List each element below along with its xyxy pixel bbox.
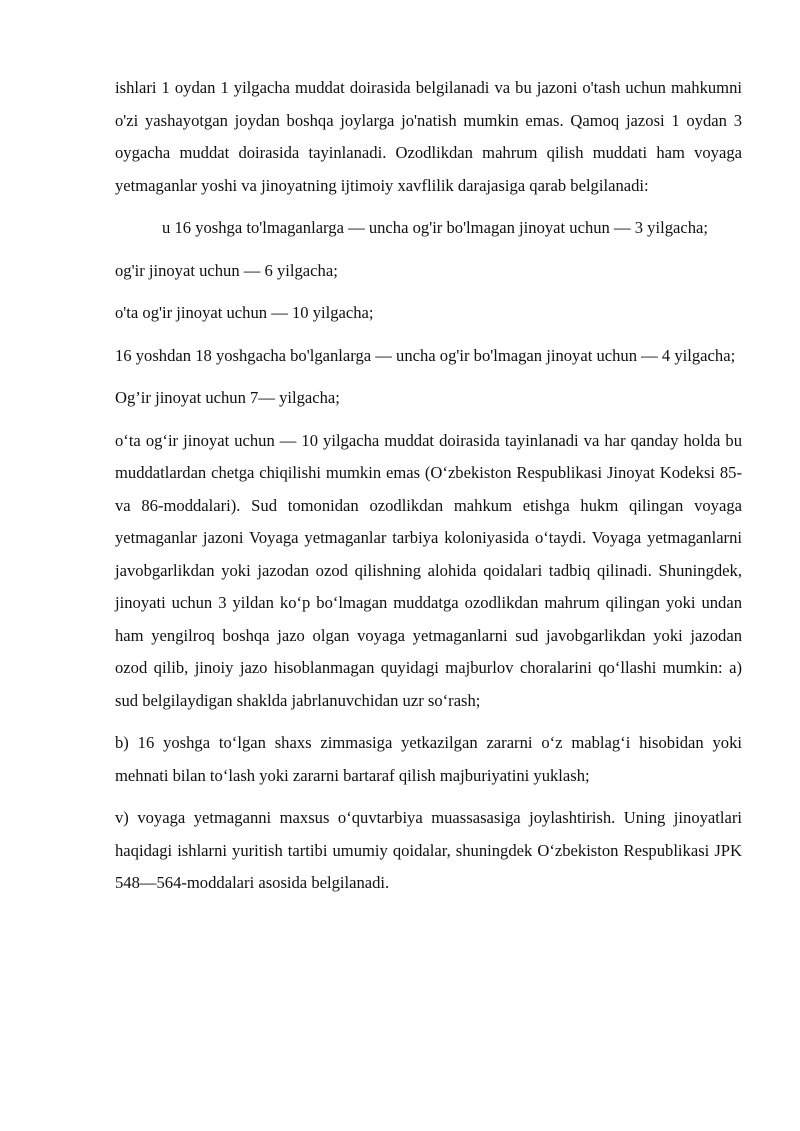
paragraph-under-16-minor: u 16 yoshga to'lmaganlarga — uncha og'ir bo'lmagan jinoyat uchun — 3 yilgacha;: [162, 218, 708, 237]
paragraph-grave-crime-details: o‘ta og‘ir jinoyat uchun — 10 yilgacha muddat doirasida tayinlanadi va har qanday holda bu muddatlardan chetga chiqilishi mumkin emas (O‘zbekiston Respublikasi Jinoyat Kodeksi 85- va 86-moddalari). Sud tomonidan ozodlikdan mahkum etishga hukm qilingan voyaga yetmaganlar jazoni Voyaga yetmaganlar tarbiya koloniyasida o‘taydi. Voyaga yetmaganlarni javobgarlikdan yoki jazodan ozod qilishning alohida qoidalari tadbiq qilinadi. Shuningdek, jinoyati uchun 3 yildan ko‘p bo‘lmagan muddatga ozodlikdan mahrum qilingan yoki undan ham yengilroq boshqa jazo olgan voyaga yetmaganlarni sud javobgarlikdan yoki jazodan ozod qilib, jinoiy jazo hisoblanmagan quyidagi majburlov choralarini qo‘llashi mumkin: a) sud belgilaydigan shaklda jabrlanuvchidan uzr so‘rash;: [115, 430, 742, 710]
paragraph-serious-crime-7: Og’ir jinoyat uchun 7— yilgacha;: [115, 388, 340, 407]
paragraph-grave-crime-10: o'ta og'ir jinoyat uchun — 10 yilgacha;: [115, 303, 374, 322]
paragraph-compensation-measure: b) 16 yoshga to‘lgan shaxs zimmasiga yetkazilgan zararni o‘z mablag‘i hisobidan yoki mehnati bilan to‘lash yoki zararni bartaraf qilish majburiyatini yuklash;: [115, 733, 742, 785]
paragraph-serious-crime-6: og'ir jinoyat uchun — 6 yilgacha;: [115, 260, 338, 280]
paragraph-penalty-terms: ishlari 1 oydan 1 yilgacha muddat doirasida belgilanadi va bu jazoni o'tash uchun mahkumni o'zi yashayotgan joydan boshqa joylarga jo'natish mumkin emas. Qamoq jazosi 1 oydan 3 oygacha muddat doirasida tayinlanadi. Ozodlikdan mahrum qilish muddati ham voyaga yetmaganlar yoshi va jinoyatning ijtimoiy xavflilik darajasiga qarab belgilanadi:: [115, 78, 742, 195]
paragraph-special-institution: v) voyaga yetmaganni maxsus o‘quvtarbiya muassasasiga joylashtirish. Uning jinoyatlari haqidagi ishlarni yuritish tartibi umumiy qoidalar, shuningdek O‘zbekiston Respublikasi JPK 548—564-moddalari asosida belgilanadi.: [115, 808, 742, 892]
paragraph-16-to-18-minor: 16 yoshdan 18 yoshgacha bo'lganlarga — uncha og'ir bo'lmagan jinoyat uchun — 4 yilgacha;: [115, 345, 736, 365]
